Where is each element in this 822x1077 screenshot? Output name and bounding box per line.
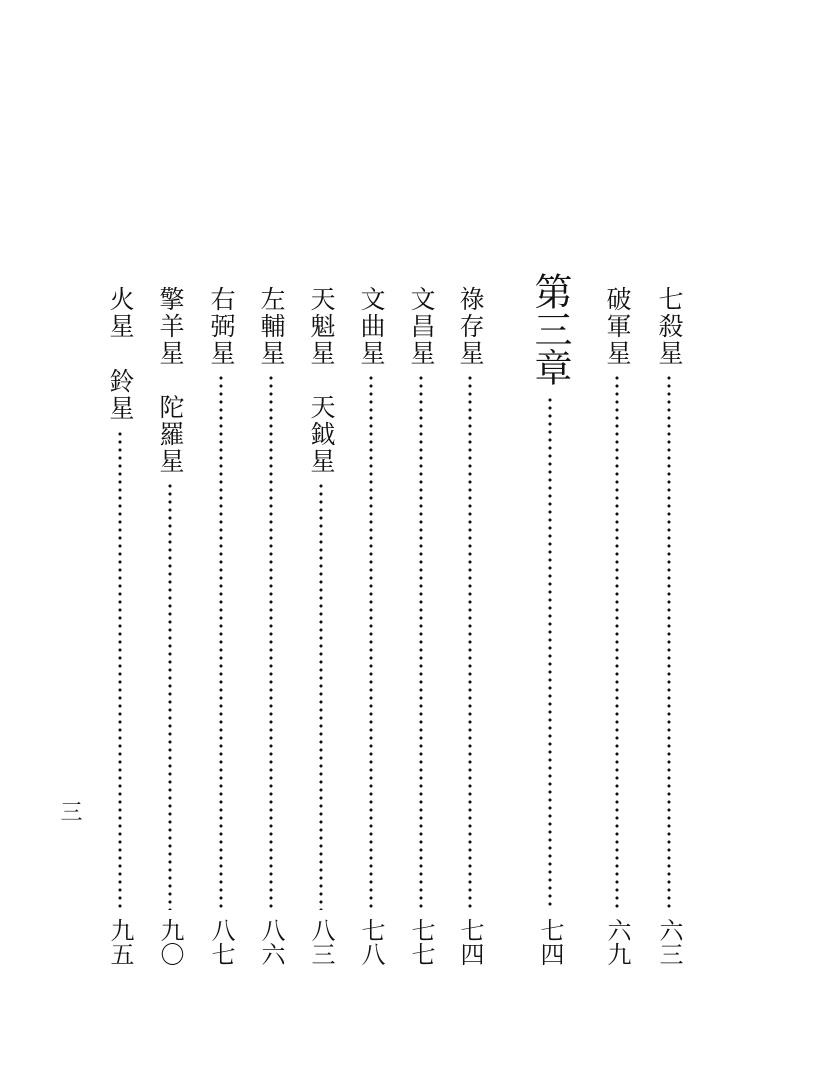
entry-page-number: 七八: [357, 918, 385, 966]
chapter-heading: [527, 0, 573, 1077]
toc-entry: [450, 0, 490, 1077]
entry-title: 火星: [106, 286, 135, 340]
dot-leader: [419, 374, 423, 910]
toc-entry: [100, 0, 140, 1077]
toc-entry: [301, 0, 341, 1077]
entry-page-number: 六三: [655, 918, 683, 966]
entry-title: 右弼星: [207, 286, 236, 367]
dot-leader: [118, 430, 122, 910]
entry-page-number: 九五: [106, 918, 134, 966]
entry-title: 天魁星: [307, 286, 336, 367]
entry-page-number: 八三: [307, 918, 335, 966]
entry-page-number: 七四: [456, 918, 484, 966]
entry-title: 破軍星: [603, 286, 632, 367]
entry-page-number: 九〇: [156, 918, 184, 966]
toc-entry: [150, 0, 190, 1077]
toc-entry: [597, 0, 637, 1077]
toc-entry: [251, 0, 291, 1077]
toc-entry: [201, 0, 241, 1077]
entry-title-secondary: 鈴星: [106, 368, 135, 422]
dot-leader: [667, 374, 671, 910]
dot-leader: [269, 374, 273, 910]
dot-leader: [369, 374, 373, 910]
entry-title: 擎羊星: [156, 286, 185, 367]
dot-leader: [219, 374, 223, 910]
entry-page-number: 七四: [536, 918, 564, 966]
entry-title: 七殺星: [655, 286, 684, 367]
toc-entry: [351, 0, 391, 1077]
toc-entry: [649, 0, 689, 1077]
entry-page-number: 八七: [207, 918, 235, 966]
dot-leader: [319, 482, 323, 910]
entry-title: 文曲星: [357, 286, 386, 367]
chapter-title: 第三章: [528, 272, 572, 386]
dot-leader: [168, 482, 172, 910]
entry-page-number: 八六: [257, 918, 285, 966]
entry-page-number: 六九: [603, 918, 631, 966]
dot-leader: [548, 396, 552, 910]
entry-title: 文昌星: [407, 286, 436, 367]
dot-leader: [615, 374, 619, 910]
entry-title-secondary: 天鉞星: [307, 394, 336, 475]
entry-title-secondary: 陀羅星: [156, 394, 185, 475]
toc-entry: [401, 0, 441, 1077]
page-folio: 三: [57, 800, 82, 822]
dot-leader: [468, 374, 472, 910]
entry-title: 祿存星: [456, 286, 485, 367]
entry-page-number: 七七: [407, 918, 435, 966]
entry-title: 左輔星: [257, 286, 286, 367]
